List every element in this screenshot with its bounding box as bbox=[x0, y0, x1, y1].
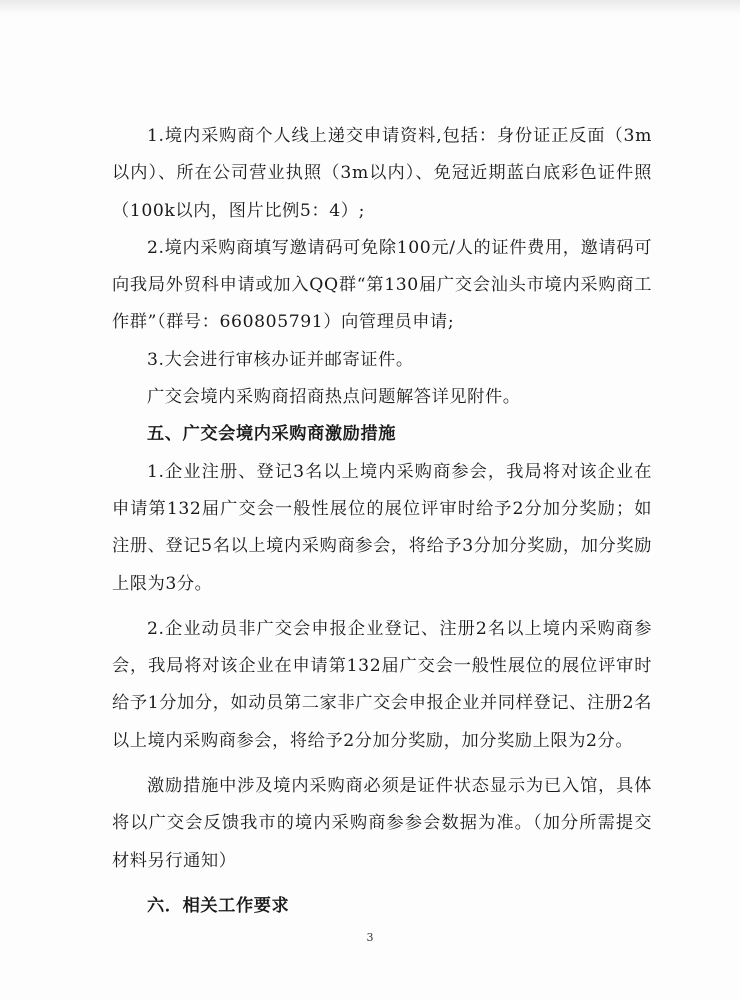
paragraph-faq-attachment: 广交会境内采购商招商热点问题解答详见附件。 bbox=[147, 387, 521, 408]
paragraph-incentive-2: 2.企业动员非广交会申报企业登记、注册2名以上境内采购商参会，我局将对该企业在申请第132届广交会一般性展位的展位评审时给予1分加分，如动员第二家非广交会申报企业并同样登记、注册2名以上境内采购商参会，将给予2分加分奖励，加分奖励上限为2分。 bbox=[112, 618, 652, 751]
paragraph-spacer bbox=[112, 880, 652, 888]
document-body bbox=[112, 118, 652, 925]
paragraph-incentive-note: 激励措施中涉及境内采购商必须是证件状态显示为已入馆，具体将以广交会反馈我市的境内采购商参参会数据为准。（加分所需提交材料另行通知） bbox=[112, 776, 652, 871]
page-number: 3 bbox=[366, 931, 374, 944]
paragraph-incentive-1: 1.企业注册、登记3名以上境内采购商参会，我局将对该企业在申请第132届广交会一般性展位的展位评审时给予2分加分奖励；如注册、登记5名以上境内采购商参会，将给予3分加分奖励，加分奖励上限为3分。 bbox=[112, 461, 652, 594]
section-heading-requirements: 六．相关工作要求 bbox=[147, 895, 290, 916]
paragraph-spacer bbox=[112, 760, 652, 768]
paragraph-review-mailing: 3.大会进行审核办证并邮寄证件。 bbox=[147, 349, 414, 370]
paragraph-application-materials: 1.境内采购商个人线上递交申请资料,包括：身份证正反面（3m以内）、所在公司营业执照（3m以内）、免冠近期蓝白底彩色证件照（100k以内，图片比例5：4）; bbox=[112, 126, 652, 221]
section-heading-incentives: 五、广交会境内采购商激励措施 bbox=[147, 424, 397, 445]
paragraph-invitation-code: 2.境内采购商填写邀请码可免除100元/人的证件费用，邀请码可向我局外贸科申请或加入QQ群“第130届广交会汕头市境内采购商工作群”（群号：660805791）向管理员申请; bbox=[112, 237, 652, 333]
paragraph-spacer bbox=[112, 603, 652, 611]
scan-edge-shadow bbox=[0, 0, 740, 14]
